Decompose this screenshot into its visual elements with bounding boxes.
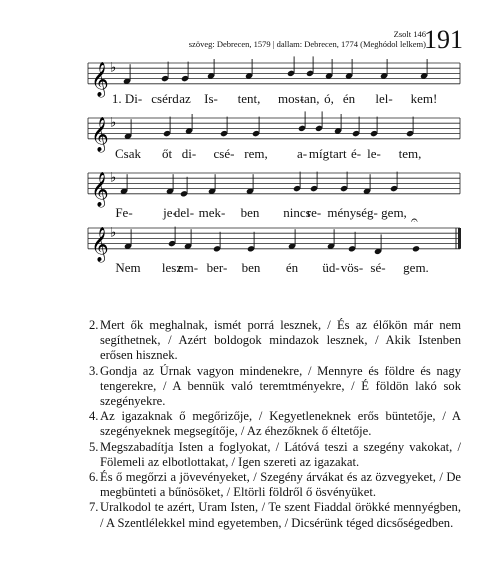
verse-paragraph [89, 409, 461, 439]
lyric-syllable: del- [173, 205, 195, 220]
verse-number: 7. [89, 500, 99, 515]
fermata-icon: 𝄐 [411, 213, 418, 227]
lyric-syllable: ség- [356, 205, 378, 220]
hymn-number: 191 [424, 25, 463, 54]
lyric-syllable: é- [350, 146, 362, 161]
lyric-syllable: je- [163, 205, 177, 220]
verse-number: 4. [89, 409, 99, 424]
staff-system [88, 56, 460, 106]
verse-text: És ő megőrzi a jövevényeket, / Szegény árvákat és az özvegyeket, / De megbünteti a bűnösöket, / Eltörli földről ő ösvényüket. [100, 470, 461, 500]
lyric-syllable: re- [306, 205, 322, 220]
lyric-syllable: di- [181, 146, 197, 161]
treble-clef-icon: 𝄞 [91, 226, 109, 262]
staff-system [88, 170, 460, 220]
verse-text: Megszabadítja Isten a foglyokat, / Látóvá teszi a szegény vakokat, / Fölemeli az elbotlottakat, / Igen szereti az igazakat. [100, 439, 461, 469]
verse-text: Az igazaknak ő megőrizője, / Kegyetleneknek erős büntetője, / A szegényeknek megsegítője, / Az éhezőknek ő éltetője. [100, 409, 461, 439]
lyric-syllable: tem, [398, 146, 422, 161]
treble-clef-icon: 𝄞 [91, 116, 109, 152]
lyric-syllable: Nem [115, 260, 141, 275]
verse-text: Gondja az Úrnak vagyon mindenekre, / Mennyre és földre és nagy tengerekre, / A bennük való teremtményekre, / É földön lakó sok szegényekre. [100, 363, 461, 409]
lyric-syllable: vös- [340, 260, 364, 275]
flat-icon: ♭ [110, 60, 117, 76]
treble-clef-icon: 𝄞 [91, 171, 109, 207]
lyric-syllable: az [179, 91, 191, 106]
verse-number: 6. [89, 470, 99, 485]
lyric-syllable: a- [296, 146, 308, 161]
lyric-syllable: csé- [213, 146, 235, 161]
lyric-syllable: én [285, 260, 299, 275]
verses-list [89, 318, 461, 531]
lyric-syllable: nincs [283, 205, 311, 220]
verse-number: 3. [89, 363, 99, 378]
lyric-syllable: tart [329, 146, 347, 161]
flat-icon: ♭ [110, 115, 117, 131]
lyric-syllable: ó, [324, 91, 334, 106]
verse-paragraph [89, 500, 461, 530]
lyric-syllable: le- [367, 146, 381, 161]
lyric-syllable: tan, [300, 91, 320, 106]
text-melody-credit: szöveg: Debrecen, 1579 | dallam: Debrecen, 1774 (Meghódol lelkem) [188, 39, 426, 49]
lyric-syllable: sé- [370, 260, 386, 275]
lyric-syllable: Csak [115, 146, 141, 161]
lyric-syllable: én [342, 91, 356, 106]
verse-paragraph [89, 440, 461, 470]
lyric-syllable: em- [177, 260, 199, 275]
flat-icon: ♭ [110, 170, 117, 186]
lyric-syllable: ben [240, 205, 260, 220]
verse-paragraph [89, 318, 461, 364]
lyric-syllable: lel- [375, 91, 393, 106]
lyric-syllable: rem, [244, 146, 268, 161]
psalm-reference: Zsolt 146 [393, 29, 426, 39]
staff-system [88, 213, 461, 275]
lyric-syllable: mek- [198, 205, 226, 220]
lyric-syllable: míg [308, 146, 330, 161]
note-head [412, 245, 420, 252]
verse-number: 5. [89, 439, 99, 454]
staff-system [88, 111, 460, 161]
lyric-syllable: üd- [322, 260, 340, 275]
lyric-syllable: mos- [278, 91, 304, 106]
lyric-syllable: tent, [237, 91, 261, 106]
lyric-syllable: 1. Di- [111, 91, 143, 106]
verse-paragraph [89, 470, 461, 500]
lyric-syllable: ber- [206, 260, 228, 275]
verse-number: 2. [89, 318, 99, 332]
lyric-syllable: csérd [151, 91, 179, 106]
verse-text: Mert ők meghalnak, ismét porrá lesznek, / És az élőkön már nem segíthetnek, / Azért boldogok mindazok lesznek, / Akik Istenben erősen hisznek. [100, 318, 461, 363]
verse-paragraph [89, 364, 461, 410]
lyric-syllable: gem. [403, 260, 429, 275]
lyric-syllable: lesz [161, 260, 183, 275]
lyric-syllable: Fe- [115, 205, 133, 220]
lyric-syllable: Is- [204, 91, 218, 106]
verse-text: Uralkodol te azért, Uram Isten, / Te szent Fiaddal örökké mennyégben, / A Szentlélekkel mind egyetemben, / Dicsérünk téged dicsőségedben. [100, 500, 461, 530]
lyric-syllable: ben [241, 260, 261, 275]
lyric-syllable: kem! [410, 91, 438, 106]
lyric-syllable: mény- [327, 205, 361, 220]
lyric-syllable: gem, [381, 205, 407, 220]
treble-clef-icon: 𝄞 [91, 61, 109, 97]
flat-icon: ♭ [110, 225, 117, 241]
lyric-syllable: őt [161, 146, 173, 161]
